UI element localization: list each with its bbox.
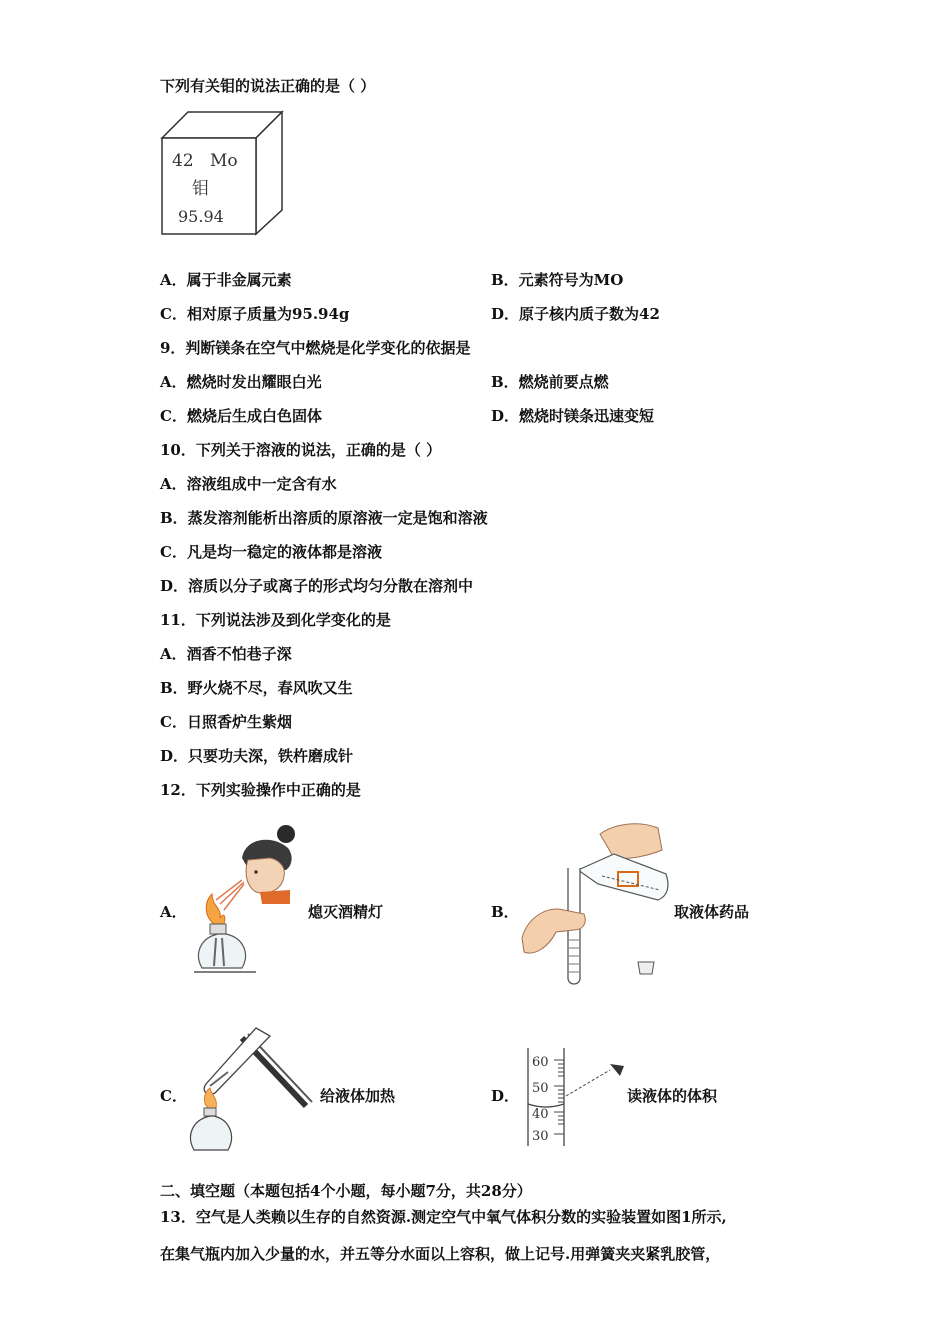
shirt <box>260 890 290 904</box>
q10-option-d: D．溶质以分子或离子的形式均匀分散在溶剂中 <box>160 577 474 595</box>
element-symbol: Mo <box>210 151 238 171</box>
heat-liquid-drawing <box>186 1022 316 1158</box>
q12-option-b-letter: B． <box>491 903 519 921</box>
q11-stem: 11．下列说法涉及到化学变化的是 <box>160 611 391 629</box>
q12-option-d-letter: D． <box>491 1087 520 1105</box>
q11-option-d: D．只要功夫深，铁杵磨成针 <box>160 747 354 765</box>
q12-option-a-caption: 熄灭酒精灯 <box>308 903 384 921</box>
q9-option-b: B．燃烧前要点燃 <box>491 373 609 391</box>
q11-option-c: C．日照香炉生紫烟 <box>160 713 292 731</box>
q10-stem: 10．下列关于溶液的说法，正确的是（ ） <box>160 441 442 459</box>
q10-option-a: A．溶液组成中一定含有水 <box>160 475 337 493</box>
q12-option-d-caption: 读液体的体积 <box>627 1087 718 1105</box>
element-card-drawing <box>158 108 288 238</box>
pour-liquid-drawing <box>518 820 678 990</box>
q13-line2: 在集气瓶内加入少量的水，并五等分水面以上容积，做上记号.用弹簧夹夹紧乳胶管， <box>160 1245 721 1263</box>
element-atomic-number: 42 <box>172 151 194 171</box>
q8-option-b: B．元素符号为MO <box>491 271 624 289</box>
q12-option-c-caption: 给液体加热 <box>320 1087 396 1105</box>
q11-option-b: B．野火烧不尽，春风吹又生 <box>160 679 353 697</box>
q12-option-b-caption: 取液体药品 <box>674 903 750 921</box>
scale-label-40: 40 <box>532 1107 549 1122</box>
element-atomic-mass: 95.94 <box>178 207 224 226</box>
sight-line <box>566 1070 610 1096</box>
eye-icon <box>610 1064 624 1076</box>
read-volume-drawing <box>524 1046 634 1150</box>
lamp-neck <box>204 1108 216 1116</box>
figure-heat-liquid <box>186 1022 316 1162</box>
reagent-bottle <box>578 854 668 900</box>
q10-option-c: C．凡是均一稳定的液体都是溶液 <box>160 543 382 561</box>
eye <box>254 870 257 873</box>
flame <box>206 894 225 924</box>
scale-label-50: 50 <box>532 1081 549 1096</box>
q9-option-d: D．燃烧时镁条迅速变短 <box>491 407 655 425</box>
pouring-hand <box>600 824 662 859</box>
scale-label-60: 60 <box>532 1055 549 1070</box>
alcohol-lamp <box>191 1116 232 1150</box>
blow-lamp-drawing <box>190 820 300 990</box>
figure-blow-out-alcohol-lamp <box>190 820 300 994</box>
q9-stem: 9．判断镁条在空气中燃烧是化学变化的依据是 <box>160 339 471 357</box>
q8-option-c: C．相对原子质量为95.94g <box>160 305 350 323</box>
face <box>246 858 284 893</box>
q8-option-a: A．属于非金属元素 <box>160 271 292 289</box>
figure-read-cylinder-volume <box>524 1046 634 1154</box>
q12-option-a-letter: A． <box>160 903 187 921</box>
section2-heading: 二、填空题（本题包括4个小题，每小题7分，共28分） <box>160 1182 532 1200</box>
q12-option-c-letter: C． <box>160 1087 187 1105</box>
q11-option-a: A．酒香不怕巷子深 <box>160 645 292 663</box>
q9-option-a: A．燃烧时发出耀眼白光 <box>160 373 322 391</box>
q12-stem: 12．下列实验操作中正确的是 <box>160 781 361 799</box>
q9-option-c: C．燃烧后生成白色固体 <box>160 407 322 425</box>
hair-bun <box>277 825 295 843</box>
q8-stem: 下列有关钼的说法正确的是（ ） <box>160 77 376 95</box>
scale-ticks <box>554 1060 564 1134</box>
breath-lines <box>216 880 244 910</box>
figure-pour-liquid <box>518 820 678 994</box>
scale-label-30: 30 <box>532 1129 549 1144</box>
lamp-wick-holder <box>210 924 226 934</box>
bottle-stopper <box>638 962 654 974</box>
q10-option-b: B．蒸发溶剂能析出溶质的原溶液一定是饱和溶液 <box>160 509 488 527</box>
q13-line1: 13．空气是人类赖以生存的自然资源.测定空气中氧气体积分数的实验装置如图1所示, <box>160 1208 727 1226</box>
q8-option-d: D．原子核内质子数为42 <box>491 305 660 323</box>
element-card-molybdenum <box>158 108 288 242</box>
element-name: 钼 <box>192 179 209 199</box>
